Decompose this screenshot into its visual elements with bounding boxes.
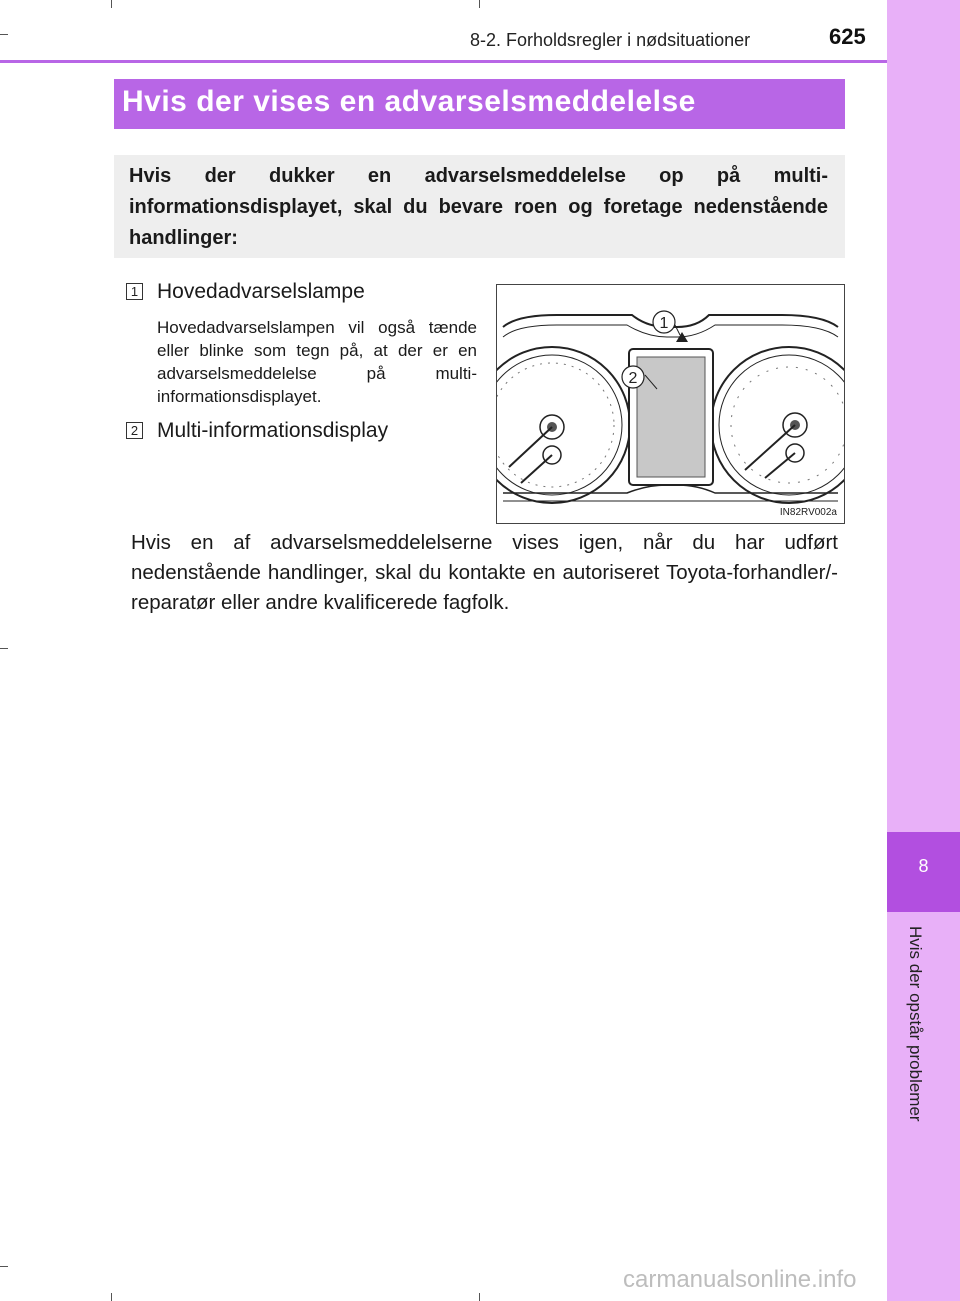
crop-mark <box>479 0 480 8</box>
header-rule <box>0 60 887 63</box>
crop-mark <box>111 1293 112 1301</box>
crop-mark <box>0 34 8 35</box>
item-number-badge: 2 <box>126 422 143 439</box>
callout-2-number: 2 <box>628 370 638 387</box>
running-header: 8-2. Forholdsregler i nødsituationer <box>470 30 751 50</box>
item-label-multi-info-display: Multi-informationsdisplay <box>157 419 389 442</box>
page-number: 625 <box>829 24 866 49</box>
item-label-master-warning-light: Hovedadvarselslampe <box>157 280 365 303</box>
instrument-cluster-illustration <box>497 285 844 523</box>
chapter-number: 8 <box>918 856 929 876</box>
crop-mark <box>0 648 8 649</box>
chapter-title: Hvis der opstår problemer <box>906 926 925 1122</box>
instrument-cluster-figure <box>496 284 845 524</box>
figure-code: IN82RV002a <box>779 507 837 518</box>
section-title-bar <box>114 79 845 129</box>
crop-mark <box>0 1266 8 1267</box>
crop-mark <box>479 1293 480 1301</box>
chapter-number-box <box>887 832 960 912</box>
item-number-badge: 1 <box>126 283 143 300</box>
footer-paragraph: Hvis en af advarselsmeddelelserne vises igen, når du har udført nedenstående handlinger, skal du kontakte en autoriseret Toyota-forhandler/-reparatør eller andre kvalificerede fagfolk. <box>131 531 838 614</box>
callout-1-number: 1 <box>659 315 669 332</box>
intro-text: Hvis der dukker en advarselsmeddelelse op på multi-informationsdisplayet, skal du bevare roen og foretage nedenstående handlinger: <box>129 165 828 249</box>
intro-box <box>114 155 845 258</box>
section-title: Hvis der vises en advarselsmeddelelse <box>122 85 696 118</box>
item-description: Hovedadvarselslampen vil også tænde eller blinke som tegn på, at der er en advarselsmeddelelse på multi-informationsdisplayet. <box>157 318 477 406</box>
crop-mark <box>111 0 112 8</box>
watermark: carmanualsonline.info <box>623 1266 857 1293</box>
